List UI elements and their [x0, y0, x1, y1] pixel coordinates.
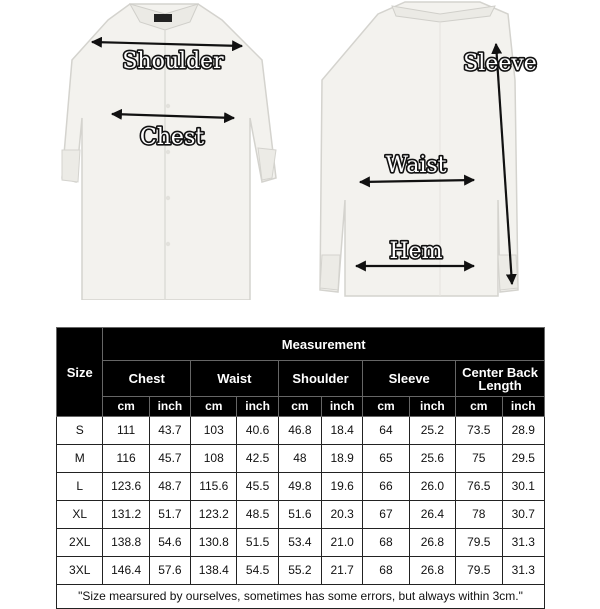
size-cell: XL	[57, 501, 103, 529]
size-cell: 2XL	[57, 529, 103, 557]
value-cell: 42.5	[237, 445, 278, 473]
unit-header: cm	[363, 397, 409, 417]
value-cell: 46.8	[278, 417, 321, 445]
value-cell: 48	[278, 445, 321, 473]
value-cell: 51.7	[149, 501, 190, 529]
value-cell: 66	[363, 473, 409, 501]
value-cell: 25.2	[409, 417, 455, 445]
value-cell: 18.4	[322, 417, 363, 445]
size-cell: S	[57, 417, 103, 445]
value-cell: 64	[363, 417, 409, 445]
value-cell: 43.7	[149, 417, 190, 445]
shoulder-column-header: Shoulder	[278, 361, 363, 397]
value-cell: 116	[103, 445, 149, 473]
value-cell: 68	[363, 529, 409, 557]
value-cell: 67	[363, 501, 409, 529]
value-cell: 131.2	[103, 501, 149, 529]
value-cell: 123.2	[191, 501, 237, 529]
value-cell: 19.6	[322, 473, 363, 501]
sleeve-column-header: Sleeve	[363, 361, 456, 397]
table-row	[57, 501, 545, 529]
unit-header: cm	[456, 397, 502, 417]
value-cell: 49.8	[278, 473, 321, 501]
size-cell: L	[57, 473, 103, 501]
table-row	[57, 557, 545, 585]
table-row	[57, 529, 545, 557]
hem-label: Hem	[389, 239, 443, 264]
value-cell: 130.8	[191, 529, 237, 557]
sleeve-label: Sleeve	[463, 51, 537, 76]
value-cell: 30.7	[502, 501, 545, 529]
value-cell: 51.6	[278, 501, 321, 529]
value-cell: 26.4	[409, 501, 455, 529]
shirt-measurement-diagram	[0, 0, 600, 300]
size-column-header: Size	[57, 328, 103, 417]
value-cell: 18.9	[322, 445, 363, 473]
value-cell: 26.8	[409, 529, 455, 557]
waist-column-header: Waist	[191, 361, 279, 397]
value-cell: 54.5	[237, 557, 278, 585]
value-cell: 45.7	[149, 445, 190, 473]
table-row	[57, 473, 545, 501]
value-cell: 146.4	[103, 557, 149, 585]
table-row	[57, 417, 545, 445]
value-cell: 54.6	[149, 529, 190, 557]
center-back-length-column-header: Center Back Length	[456, 361, 545, 397]
value-cell: 123.6	[103, 473, 149, 501]
value-cell: 68	[363, 557, 409, 585]
value-cell: 115.6	[191, 473, 237, 501]
value-cell: 21.7	[322, 557, 363, 585]
value-cell: 40.6	[237, 417, 278, 445]
size-chart-table	[56, 327, 545, 609]
value-cell: 31.3	[502, 557, 545, 585]
value-cell: 65	[363, 445, 409, 473]
value-cell: 53.4	[278, 529, 321, 557]
value-cell: 21.0	[322, 529, 363, 557]
value-cell: 29.5	[502, 445, 545, 473]
value-cell: 25.6	[409, 445, 455, 473]
measurement-note: "Size mearsured by ourselves, sometimes has some errors, but always within 3cm."	[57, 585, 545, 609]
value-cell: 48.7	[149, 473, 190, 501]
table-row	[57, 445, 545, 473]
unit-header: inch	[409, 397, 455, 417]
value-cell: 111	[103, 417, 149, 445]
unit-header: inch	[237, 397, 278, 417]
value-cell: 45.5	[237, 473, 278, 501]
unit-header: inch	[502, 397, 545, 417]
unit-header: inch	[149, 397, 190, 417]
chest-column-header: Chest	[103, 361, 191, 397]
value-cell: 108	[191, 445, 237, 473]
collar-label-icon	[154, 14, 172, 22]
value-cell: 26.8	[409, 557, 455, 585]
value-cell: 138.4	[191, 557, 237, 585]
value-cell: 57.6	[149, 557, 190, 585]
chest-label: Chest	[139, 125, 205, 150]
size-cell: M	[57, 445, 103, 473]
shoulder-label: Shoulder	[122, 49, 224, 74]
value-cell: 55.2	[278, 557, 321, 585]
value-cell: 51.5	[237, 529, 278, 557]
value-cell: 79.5	[456, 557, 502, 585]
value-cell: 138.8	[103, 529, 149, 557]
unit-header: cm	[103, 397, 149, 417]
value-cell: 30.1	[502, 473, 545, 501]
waist-label: Waist	[385, 153, 447, 178]
value-cell: 76.5	[456, 473, 502, 501]
value-cell: 20.3	[322, 501, 363, 529]
value-cell: 103	[191, 417, 237, 445]
value-cell: 78	[456, 501, 502, 529]
value-cell: 28.9	[502, 417, 545, 445]
value-cell: 73.5	[456, 417, 502, 445]
value-cell: 48.5	[237, 501, 278, 529]
measurement-header: Measurement	[103, 328, 545, 361]
value-cell: 79.5	[456, 529, 502, 557]
size-cell: 3XL	[57, 557, 103, 585]
value-cell: 26.0	[409, 473, 455, 501]
value-cell: 31.3	[502, 529, 545, 557]
unit-header: inch	[322, 397, 363, 417]
value-cell: 75	[456, 445, 502, 473]
unit-header: cm	[278, 397, 321, 417]
unit-header: cm	[191, 397, 237, 417]
